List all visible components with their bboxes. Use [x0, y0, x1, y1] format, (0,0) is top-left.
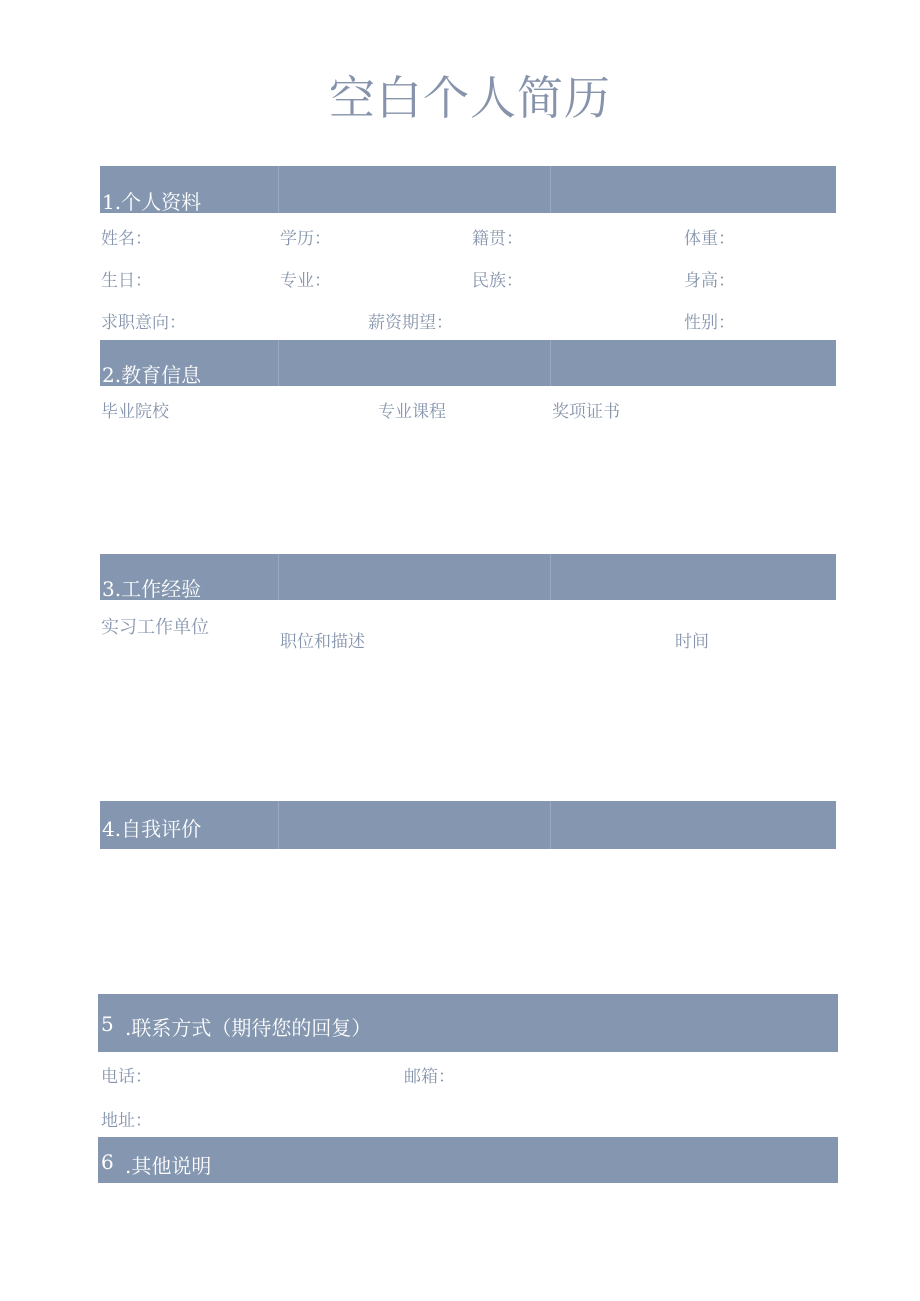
page-title: 空白个人简历 — [329, 71, 611, 125]
field-major-label: 专业： — [280, 271, 331, 291]
section-header-other — [98, 1137, 838, 1183]
section-title-education: 2.教育信息 — [102, 363, 202, 387]
field-address-label: 地址： — [101, 1111, 152, 1131]
field-salary-expectation-label: 薪资期望： — [368, 313, 453, 333]
section-title-contact: .联系方式（期待您的回复） — [125, 1016, 372, 1040]
section-title-work: 3.工作经验 — [102, 577, 202, 601]
column-courses: 专业课程 — [378, 402, 446, 422]
section-header-work — [100, 554, 836, 600]
column-school: 毕业院校 — [101, 402, 169, 422]
section-number-other: 6 — [101, 1150, 114, 1174]
column-employer: 实习工作单位 — [101, 617, 209, 638]
field-native-place-label: 籍贯： — [472, 229, 523, 249]
section-number-contact: 5 — [101, 1012, 114, 1036]
field-gender-label: 性别： — [684, 313, 735, 333]
section-title-personal: 1.个人资料 — [102, 190, 202, 214]
column-awards: 奖项证书 — [552, 402, 620, 422]
section-header-contact — [98, 994, 838, 1052]
field-job-intention-label: 求职意向： — [101, 313, 186, 333]
field-weight-label: 体重： — [684, 229, 735, 249]
section-title-self-evaluation: 4.自我评价 — [102, 817, 202, 841]
field-email-label: 邮箱： — [404, 1067, 455, 1087]
field-ethnicity-label: 民族： — [472, 271, 523, 291]
column-position: 职位和描述 — [280, 632, 365, 652]
column-time: 时间 — [675, 632, 709, 652]
field-phone-label: 电话： — [101, 1067, 152, 1087]
field-name-label: 姓名： — [101, 229, 152, 249]
field-height-label: 身高： — [684, 271, 735, 291]
section-header-personal — [100, 166, 836, 213]
field-birthday-label: 生日： — [101, 271, 152, 291]
section-header-self-evaluation — [100, 801, 836, 849]
section-title-other: .其他说明 — [125, 1154, 212, 1178]
section-header-education — [100, 340, 836, 386]
field-education-label: 学历： — [280, 229, 331, 249]
